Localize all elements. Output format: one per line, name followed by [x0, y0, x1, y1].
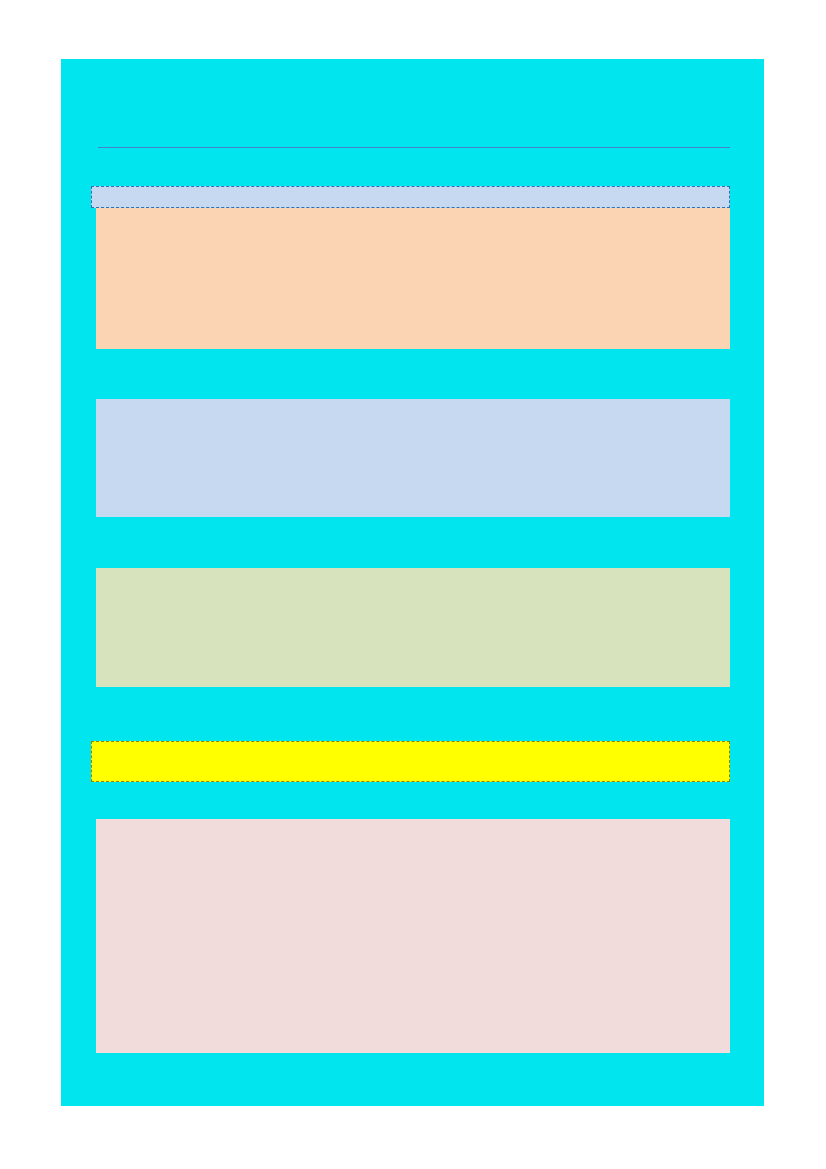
balloon-border-left	[33, 31, 61, 1138]
title-underline	[98, 147, 730, 148]
exercise1-word-list	[91, 186, 730, 208]
exercise4-line	[98, 819, 728, 842]
exercise3-text-box	[96, 568, 730, 687]
balloon-border-top	[33, 31, 794, 59]
exercise3-line	[98, 568, 728, 591]
exercise4-text-box	[96, 819, 730, 1053]
exercise4-word-list	[91, 741, 730, 782]
exercise1-line	[98, 208, 728, 231]
exercise1-text-box	[96, 208, 730, 349]
balloon-border-right	[764, 31, 794, 1138]
balloon-border-bottom	[33, 1106, 794, 1138]
exercise2-text-box	[96, 399, 730, 517]
